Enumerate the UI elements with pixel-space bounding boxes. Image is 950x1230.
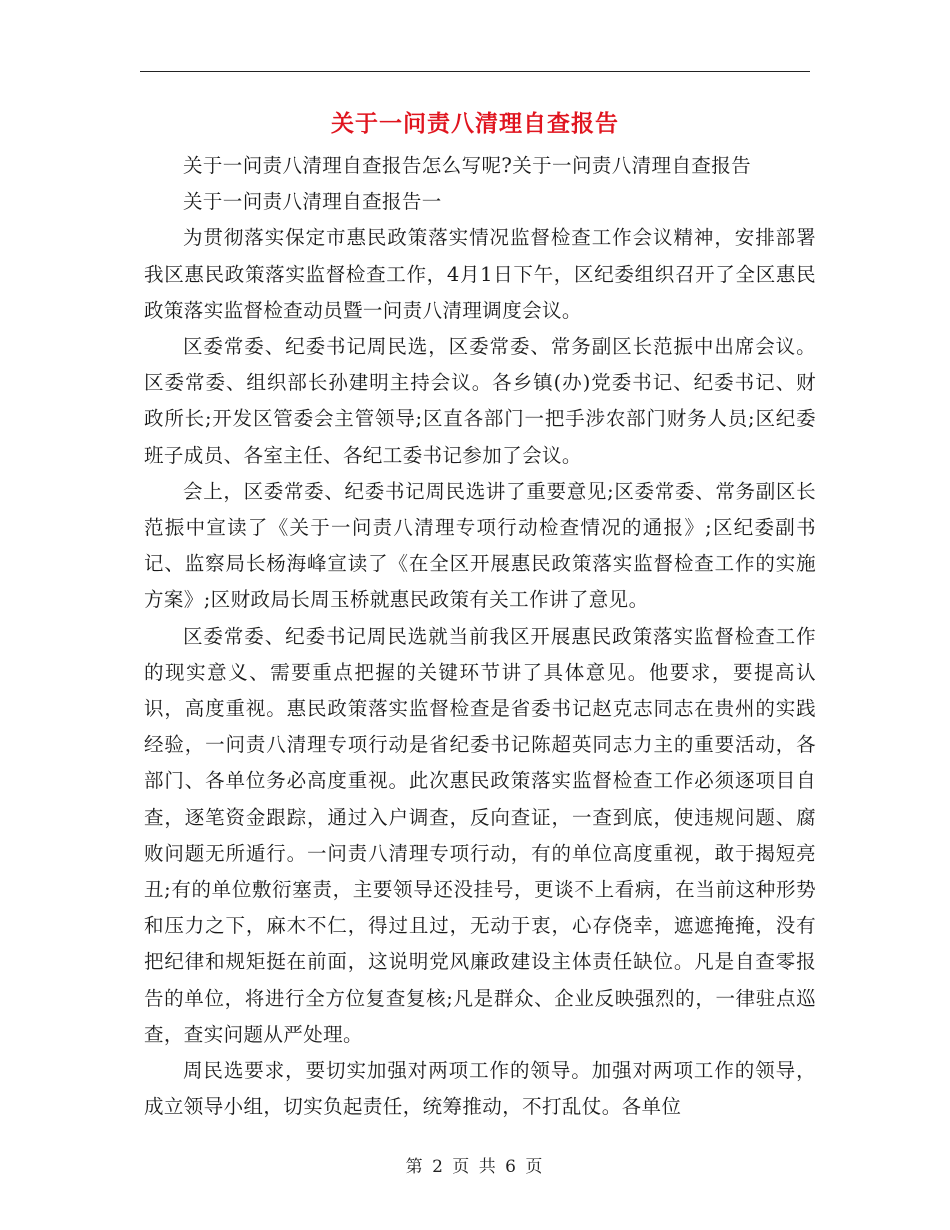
header-rule (140, 71, 810, 72)
paragraph-intro: 关于一问责八清理自查报告怎么写呢?关于一问责八清理自查报告 (183, 154, 752, 177)
paragraph-meeting: 为贯彻落实保定市惠民政策落实情况监督检查工作会议精神，安排部署我区惠民政策落实监督检查工作，4月1日下午，区纪委组织召开了全区惠民政策落实监督检查动员暨一问责八清理调度会议。 (144, 226, 816, 322)
paragraph-leadership: 周民选要求，要切实加强对两项工作的领导。加强对两项工作的领导，成立领导小组，切实负起责任，统筹推动，不打乱仗。各单位 (144, 1059, 816, 1119)
page-number: 第 2 页 共 6 页 (405, 1157, 545, 1177)
paragraph-attendees: 区委常委、纪委书记周民选，区委常委、常务副区长范振中出席会议。区委常委、组织部长孙建明主持会议。各乡镇(办)党委书记、纪委书记、财政所长;开发区管委会主管领导;区直各部门一把手涉农部门财务人员;区纪委班子成员、各室主任、各纪工委书记参加了会议。 (144, 335, 816, 467)
paragraph-section-heading: 关于一问责八清理自查报告一 (183, 190, 442, 214)
document-body (144, 148, 816, 1125)
paragraph-requirements: 区委常委、纪委书记周民选就当前我区开展惠民政策落实监督检查工作的现实意义、需要重点把握的关键环节讲了具体意见。他要求，要提高认识，高度重视。惠民政策落实监督检查是省委书记赵克志同志在贵州的实践经验，一问责八清理专项行动是省纪委书记陈超英同志力主的重要活动，各部门、各单位务必高度重视。此次惠民政策落实监督检查工作必须逐项目自查，逐笔资金跟踪，通过入户调查，反向查证，一查到底，使违规问题、腐败问题无所遁行。一问责八清理专项行动，有的单位高度重视，敢于揭短亮丑;有的单位敷衍塞责，主要领导还没挂号，更谈不上看病，在当前这种形势和压力之下，麻木不仁，得过且过，无动于衷，心存侥幸，遮遮掩掩，没有把纪律和规矩挺在前面，这说明党风廉政建设主体责任缺位。凡是自查零报告的单位，将进行全方位复查复核;凡是群众、企业反映强烈的，一律驻点巡查，查实问题从严处理。 (144, 624, 816, 1046)
document-title: 关于一问责八清理自查报告 (331, 110, 619, 137)
paragraph-speeches: 会上，区委常委、纪委书记周民选讲了重要意见;区委常委、常务副区长范振中宣读了《关于一问责八清理专项行动检查情况的通报》;区纪委副书记、监察局长杨海峰宣读了《在全区开展惠民政策落实监督检查工作的实施方案》;区财政局长周玉桥就惠民政策有关工作讲了意见。 (144, 479, 816, 612)
